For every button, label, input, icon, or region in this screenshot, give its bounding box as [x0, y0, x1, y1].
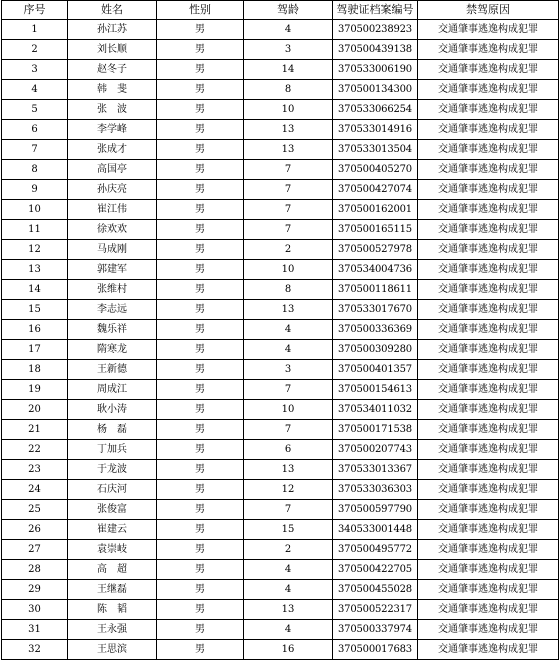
table-row [2, 560, 559, 580]
table-row [2, 620, 559, 640]
cell-years: 15 [244, 520, 333, 540]
header-name: 姓名 [68, 1, 157, 20]
cell-reason: 交通肇事逃逸构成犯罪 [418, 480, 559, 500]
table-header [2, 1, 559, 20]
cell-gender: 男 [157, 300, 244, 320]
cell-file-number: 370500134300 [333, 80, 418, 100]
table-row [2, 500, 559, 520]
cell-name: 王永强 [68, 620, 157, 640]
cell-no: 10 [2, 200, 68, 220]
table-row [2, 600, 559, 620]
cell-years: 13 [244, 120, 333, 140]
cell-file-number: 370500171538 [333, 420, 418, 440]
cell-reason: 交通肇事逃逸构成犯罪 [418, 20, 559, 40]
table-row [2, 140, 559, 160]
cell-reason: 交通肇事逃逸构成犯罪 [418, 260, 559, 280]
cell-years: 7 [244, 380, 333, 400]
cell-file-number: 370500154613 [333, 380, 418, 400]
cell-years: 13 [244, 460, 333, 480]
cell-file-number: 370500337974 [333, 620, 418, 640]
cell-reason: 交通肇事逃逸构成犯罪 [418, 420, 559, 440]
cell-name: 郭建军 [68, 260, 157, 280]
cell-name: 赵冬子 [68, 60, 157, 80]
cell-file-number: 370533013367 [333, 460, 418, 480]
cell-reason: 交通肇事逃逸构成犯罪 [418, 520, 559, 540]
cell-name: 袁崇岐 [68, 540, 157, 560]
cell-name: 李学峰 [68, 120, 157, 140]
cell-gender: 男 [157, 620, 244, 640]
cell-reason: 交通肇事逃逸构成犯罪 [418, 340, 559, 360]
table-row [2, 260, 559, 280]
cell-reason: 交通肇事逃逸构成犯罪 [418, 300, 559, 320]
cell-name: 李志远 [68, 300, 157, 320]
table-row [2, 200, 559, 220]
cell-name: 高国亭 [68, 160, 157, 180]
cell-reason: 交通肇事逃逸构成犯罪 [418, 40, 559, 60]
cell-name: 杨 磊 [68, 420, 157, 440]
cell-reason: 交通肇事逃逸构成犯罪 [418, 160, 559, 180]
cell-gender: 男 [157, 440, 244, 460]
header-no: 序号 [2, 1, 68, 20]
cell-name: 张维村 [68, 280, 157, 300]
cell-years: 4 [244, 560, 333, 580]
cell-name: 崔江伟 [68, 200, 157, 220]
cell-file-number: 370500439138 [333, 40, 418, 60]
cell-name: 刘长顺 [68, 40, 157, 60]
table-row [2, 540, 559, 560]
cell-gender: 男 [157, 580, 244, 600]
cell-gender: 男 [157, 540, 244, 560]
cell-gender: 男 [157, 20, 244, 40]
cell-gender: 男 [157, 400, 244, 420]
table-row [2, 80, 559, 100]
cell-file-number: 370500017683 [333, 640, 418, 660]
table-row [2, 220, 559, 240]
cell-years: 4 [244, 340, 333, 360]
cell-no: 11 [2, 220, 68, 240]
cell-reason: 交通肇事逃逸构成犯罪 [418, 120, 559, 140]
cell-file-number: 370533006190 [333, 60, 418, 80]
cell-no: 12 [2, 240, 68, 260]
cell-no: 31 [2, 620, 68, 640]
cell-gender: 男 [157, 120, 244, 140]
table-body [2, 20, 559, 660]
cell-years: 16 [244, 640, 333, 660]
cell-reason: 交通肇事逃逸构成犯罪 [418, 60, 559, 80]
cell-gender: 男 [157, 340, 244, 360]
cell-name: 张成才 [68, 140, 157, 160]
table-row [2, 480, 559, 500]
cell-no: 4 [2, 80, 68, 100]
table-row [2, 120, 559, 140]
cell-reason: 交通肇事逃逸构成犯罪 [418, 440, 559, 460]
header-file-number: 驾驶证档案编号 [333, 1, 418, 20]
cell-no: 21 [2, 420, 68, 440]
cell-reason: 交通肇事逃逸构成犯罪 [418, 220, 559, 240]
cell-file-number: 370500336369 [333, 320, 418, 340]
cell-years: 10 [244, 260, 333, 280]
cell-file-number: 370533013504 [333, 140, 418, 160]
table-row [2, 420, 559, 440]
cell-gender: 男 [157, 320, 244, 340]
banned-drivers-table [1, 0, 559, 660]
cell-file-number: 370500309280 [333, 340, 418, 360]
cell-reason: 交通肇事逃逸构成犯罪 [418, 180, 559, 200]
cell-no: 16 [2, 320, 68, 340]
cell-years: 6 [244, 440, 333, 460]
cell-file-number: 370534011032 [333, 400, 418, 420]
cell-name: 隋寒龙 [68, 340, 157, 360]
cell-gender: 男 [157, 560, 244, 580]
cell-years: 13 [244, 600, 333, 620]
cell-gender: 男 [157, 240, 244, 260]
cell-file-number: 370500522317 [333, 600, 418, 620]
cell-name: 周成江 [68, 380, 157, 400]
cell-no: 20 [2, 400, 68, 420]
cell-years: 10 [244, 100, 333, 120]
cell-reason: 交通肇事逃逸构成犯罪 [418, 80, 559, 100]
cell-gender: 男 [157, 160, 244, 180]
cell-file-number: 370500118611 [333, 280, 418, 300]
table-row [2, 440, 559, 460]
cell-reason: 交通肇事逃逸构成犯罪 [418, 460, 559, 480]
cell-years: 4 [244, 580, 333, 600]
cell-reason: 交通肇事逃逸构成犯罪 [418, 200, 559, 220]
table-row [2, 20, 559, 40]
cell-years: 7 [244, 200, 333, 220]
cell-reason: 交通肇事逃逸构成犯罪 [418, 240, 559, 260]
cell-gender: 男 [157, 80, 244, 100]
cell-name: 陈 韬 [68, 600, 157, 620]
cell-file-number: 370534004736 [333, 260, 418, 280]
table-row [2, 320, 559, 340]
cell-years: 13 [244, 300, 333, 320]
cell-name: 高 超 [68, 560, 157, 580]
cell-gender: 男 [157, 640, 244, 660]
cell-no: 26 [2, 520, 68, 540]
table-row [2, 160, 559, 180]
cell-gender: 男 [157, 200, 244, 220]
cell-file-number: 370500495772 [333, 540, 418, 560]
cell-gender: 男 [157, 180, 244, 200]
cell-gender: 男 [157, 260, 244, 280]
cell-reason: 交通肇事逃逸构成犯罪 [418, 620, 559, 640]
cell-gender: 男 [157, 460, 244, 480]
cell-gender: 男 [157, 280, 244, 300]
cell-no: 3 [2, 60, 68, 80]
cell-file-number: 370500165115 [333, 220, 418, 240]
cell-reason: 交通肇事逃逸构成犯罪 [418, 320, 559, 340]
cell-no: 13 [2, 260, 68, 280]
cell-years: 8 [244, 280, 333, 300]
cell-name: 孙庆亮 [68, 180, 157, 200]
cell-name: 于龙波 [68, 460, 157, 480]
cell-reason: 交通肇事逃逸构成犯罪 [418, 280, 559, 300]
cell-file-number: 370500207743 [333, 440, 418, 460]
cell-reason: 交通肇事逃逸构成犯罪 [418, 560, 559, 580]
cell-no: 32 [2, 640, 68, 660]
cell-name: 王继磊 [68, 580, 157, 600]
cell-years: 4 [244, 620, 333, 640]
cell-file-number: 370533014916 [333, 120, 418, 140]
cell-reason: 交通肇事逃逸构成犯罪 [418, 540, 559, 560]
cell-years: 2 [244, 540, 333, 560]
cell-reason: 交通肇事逃逸构成犯罪 [418, 360, 559, 380]
cell-file-number: 370500597790 [333, 500, 418, 520]
cell-name: 王思滨 [68, 640, 157, 660]
table-row [2, 60, 559, 80]
cell-file-number: 370533036303 [333, 480, 418, 500]
cell-no: 19 [2, 380, 68, 400]
cell-reason: 交通肇事逃逸构成犯罪 [418, 140, 559, 160]
cell-no: 25 [2, 500, 68, 520]
cell-no: 18 [2, 360, 68, 380]
cell-gender: 男 [157, 600, 244, 620]
cell-no: 29 [2, 580, 68, 600]
table-row [2, 580, 559, 600]
cell-no: 7 [2, 140, 68, 160]
table-row [2, 340, 559, 360]
cell-gender: 男 [157, 220, 244, 240]
table-row [2, 240, 559, 260]
cell-gender: 男 [157, 500, 244, 520]
cell-reason: 交通肇事逃逸构成犯罪 [418, 400, 559, 420]
cell-name: 石庆河 [68, 480, 157, 500]
cell-years: 7 [244, 220, 333, 240]
cell-years: 7 [244, 160, 333, 180]
cell-no: 24 [2, 480, 68, 500]
cell-years: 4 [244, 320, 333, 340]
cell-name: 韩 斐 [68, 80, 157, 100]
cell-years: 7 [244, 500, 333, 520]
cell-no: 1 [2, 20, 68, 40]
cell-file-number: 370500405270 [333, 160, 418, 180]
cell-file-number: 340533001448 [333, 520, 418, 540]
cell-reason: 交通肇事逃逸构成犯罪 [418, 640, 559, 660]
cell-years: 3 [244, 360, 333, 380]
cell-name: 丁加兵 [68, 440, 157, 460]
cell-no: 28 [2, 560, 68, 580]
header-reason: 禁驾原因 [418, 1, 559, 20]
cell-name: 马成刚 [68, 240, 157, 260]
cell-gender: 男 [157, 100, 244, 120]
cell-name: 徐欢欢 [68, 220, 157, 240]
cell-gender: 男 [157, 380, 244, 400]
cell-years: 3 [244, 40, 333, 60]
cell-no: 23 [2, 460, 68, 480]
table-row [2, 100, 559, 120]
cell-gender: 男 [157, 60, 244, 80]
cell-name: 崔建云 [68, 520, 157, 540]
cell-file-number: 370533066254 [333, 100, 418, 120]
cell-name: 耿小涛 [68, 400, 157, 420]
cell-no: 27 [2, 540, 68, 560]
cell-name: 张俊富 [68, 500, 157, 520]
cell-file-number: 370500427074 [333, 180, 418, 200]
table-row [2, 380, 559, 400]
cell-reason: 交通肇事逃逸构成犯罪 [418, 580, 559, 600]
table-row [2, 280, 559, 300]
header-row [2, 1, 559, 20]
cell-gender: 男 [157, 40, 244, 60]
cell-file-number: 370500401357 [333, 360, 418, 380]
cell-reason: 交通肇事逃逸构成犯罪 [418, 100, 559, 120]
cell-years: 12 [244, 480, 333, 500]
table-row [2, 180, 559, 200]
table-row [2, 520, 559, 540]
header-gender: 性别 [157, 1, 244, 20]
cell-file-number: 370500162001 [333, 200, 418, 220]
table-row [2, 40, 559, 60]
table-row [2, 360, 559, 380]
cell-years: 7 [244, 420, 333, 440]
cell-file-number: 370533017670 [333, 300, 418, 320]
cell-years: 7 [244, 180, 333, 200]
cell-name: 孙江苏 [68, 20, 157, 40]
cell-years: 13 [244, 140, 333, 160]
cell-reason: 交通肇事逃逸构成犯罪 [418, 600, 559, 620]
table-row [2, 460, 559, 480]
cell-file-number: 370500527978 [333, 240, 418, 260]
cell-no: 15 [2, 300, 68, 320]
cell-no: 9 [2, 180, 68, 200]
cell-years: 10 [244, 400, 333, 420]
cell-years: 4 [244, 20, 333, 40]
cell-file-number: 370500422705 [333, 560, 418, 580]
cell-gender: 男 [157, 360, 244, 380]
cell-no: 5 [2, 100, 68, 120]
cell-no: 30 [2, 600, 68, 620]
cell-no: 14 [2, 280, 68, 300]
cell-file-number: 370500455028 [333, 580, 418, 600]
cell-years: 2 [244, 240, 333, 260]
cell-no: 6 [2, 120, 68, 140]
cell-reason: 交通肇事逃逸构成犯罪 [418, 500, 559, 520]
table-row [2, 640, 559, 660]
table-row [2, 300, 559, 320]
cell-name: 张 波 [68, 100, 157, 120]
header-years: 驾龄 [244, 1, 333, 20]
cell-file-number: 370500238923 [333, 20, 418, 40]
cell-reason: 交通肇事逃逸构成犯罪 [418, 380, 559, 400]
table-row [2, 400, 559, 420]
cell-no: 17 [2, 340, 68, 360]
cell-name: 王新德 [68, 360, 157, 380]
cell-no: 2 [2, 40, 68, 60]
cell-gender: 男 [157, 480, 244, 500]
cell-no: 8 [2, 160, 68, 180]
cell-years: 14 [244, 60, 333, 80]
cell-years: 8 [244, 80, 333, 100]
cell-gender: 男 [157, 420, 244, 440]
cell-gender: 男 [157, 140, 244, 160]
cell-name: 魏乐祥 [68, 320, 157, 340]
cell-gender: 男 [157, 520, 244, 540]
cell-no: 22 [2, 440, 68, 460]
